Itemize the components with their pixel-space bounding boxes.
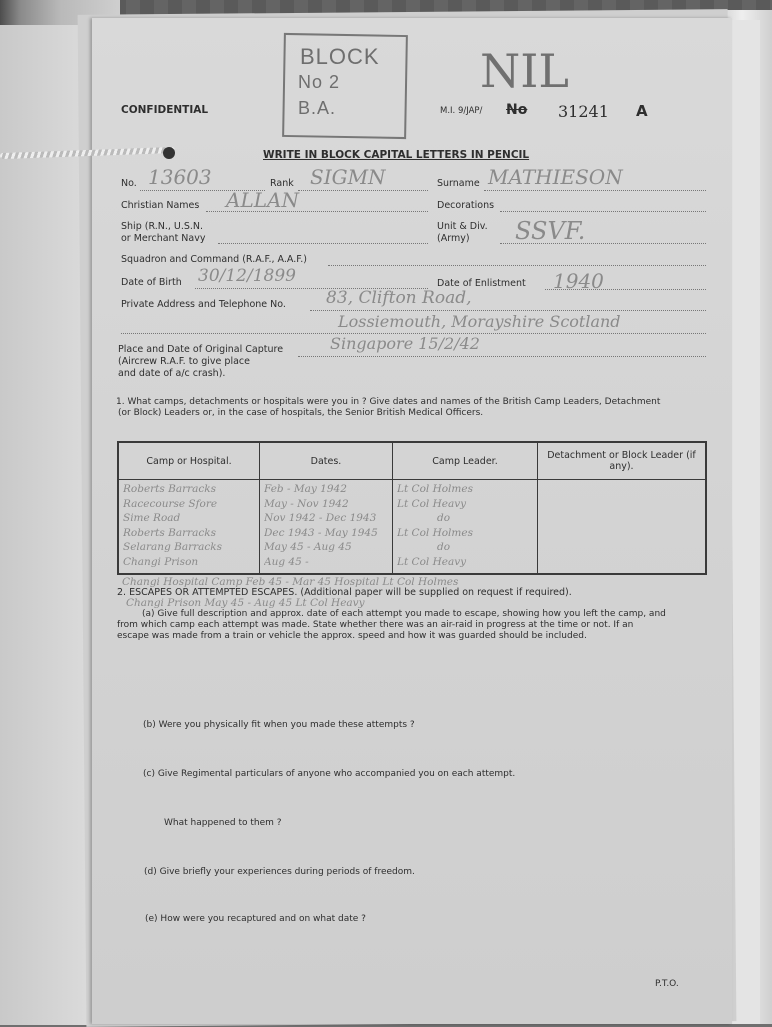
dates-column [260, 480, 393, 575]
question-2a-line-2: from which camp each attempt was made. State whether there was an air-raid in progress at the time or not. If an [117, 620, 634, 630]
camp-entry: Roberts Barracks [123, 483, 217, 495]
surname-line [484, 190, 706, 191]
camp-entry: Roberts Barracks [123, 526, 217, 539]
stamp-line-3: B.A. [298, 98, 337, 118]
squadron-line [328, 265, 706, 266]
address-line-1 [310, 310, 706, 311]
camps-column [118, 480, 260, 575]
question-2a-line-3: escape was made from a train or vehicle the approx. speed and how it was guarded should be included. [117, 631, 587, 641]
question-2a-line-1: (a) Give full description and approx. date of each attempt you made to escape, showing how you left the camp, and [142, 609, 666, 619]
dob-value: 30/12/1899 [198, 266, 296, 286]
address-label: Private Address and Telephone No. [121, 299, 286, 310]
reference-suffix: A [636, 102, 648, 120]
leader-entry: Lt Col Holmes [397, 483, 473, 495]
question-2b: (b) Were you physically fit when you made these attempts ? [143, 720, 415, 730]
decorations-label: Decorations [437, 200, 495, 211]
camp-entry: Sime Road [123, 512, 181, 524]
question-2-title: 2. ESCAPES OR ATTEMPTED ESCAPES. (Additional paper will be supplied on request if required). [117, 587, 572, 598]
question-1-line-2: (or Block) Leaders or, in the case of hospitals, the Senior British Medical Officers. [118, 408, 484, 418]
leader-entry: Lt Col Holmes [397, 526, 473, 539]
capture-label-2: (Aircrew R.A.F. to give place [118, 356, 250, 367]
capture-value: Singapore 15/2/42 [330, 334, 480, 353]
capture-label-1: Place and Date of Original Capture [118, 344, 284, 355]
dob-label: Date of Birth [121, 277, 182, 288]
date-entry: Nov 1942 - Dec 1943 [264, 512, 377, 524]
question-2d: (d) Give briefly your experiences during periods of freedom. [144, 867, 415, 877]
question-2c-followup: What happened to them ? [164, 818, 282, 828]
leader-entry: Lt Col Heavy [397, 497, 467, 510]
ship-line [218, 243, 428, 244]
rank-label: Rank [270, 178, 294, 189]
reference-no-label: No [506, 102, 528, 118]
ship-label-2: or Merchant Navy [121, 233, 206, 244]
pencil-instruction: WRITE IN BLOCK CAPITAL LETTERS IN PENCIL [263, 149, 530, 161]
overflow-row-2: Changi Prison May 45 - Aug 45 Lt Col Heavy [126, 597, 365, 609]
rank-value: SIGMN [310, 165, 386, 189]
surname-label: Surname [437, 178, 480, 189]
camp-entry: Selarang Barracks [123, 541, 223, 553]
detachment-column [538, 480, 707, 575]
date-entry: May - Nov 1942 [264, 497, 349, 510]
leader-entry: do [437, 541, 451, 553]
address-value-1: 83, Clifton Road, [326, 288, 472, 308]
binding-knot [163, 147, 175, 159]
unit-label-1: Unit & Div. [437, 221, 488, 232]
enlistment-value: 1940 [553, 269, 604, 293]
date-entry: May 45 - Aug 45 [264, 541, 352, 553]
date-entry: Feb - May 1942 [264, 483, 347, 495]
question-1-line-1: 1. What camps, detachments or hospitals were you in ? Give dates and names of the British Camp Leaders, Detachment [116, 397, 661, 407]
question-2c: (c) Give Regimental particulars of anyone who accompanied you on each attempt. [143, 769, 516, 779]
confidential-label: CONFIDENTIAL [121, 104, 209, 116]
stamp-line-2: No 2 [298, 72, 341, 92]
camp-entry: Racecourse Sfore [123, 497, 218, 510]
no-value: 13603 [148, 165, 212, 189]
reference-number: 31241 [558, 102, 609, 121]
leader-entry: do [437, 512, 451, 524]
camp-entry: Changi Prison [123, 555, 199, 568]
unit-label-2: (Army) [437, 233, 470, 244]
ship-label-1: Ship (R.N., U.S.N. [121, 221, 204, 232]
capture-label-3: and date of a/c crash). [118, 368, 226, 379]
stamp-line-1: BLOCK [300, 44, 380, 69]
squadron-label: Squadron and Command (R.A.F., A.A.F.) [121, 254, 307, 265]
decorations-line [500, 211, 706, 212]
overflow-row-1: Changi Hospital Camp Feb 45 - Mar 45 Hospital Lt Col Holmes [122, 576, 459, 588]
header-detachment-leader: Detachment or Block Leader (if any). [538, 442, 707, 480]
address-value-2: Lossiemouth, Morayshire Scotland [338, 312, 621, 331]
nil-annotation: NIL [480, 44, 569, 98]
surname-value: MATHIESON [488, 165, 623, 189]
christian-names-value: ALLAN [226, 188, 299, 212]
header-camp: Camp or Hospital. [118, 442, 260, 480]
unit-value: SSVF. [515, 217, 586, 245]
question-2e: (e) How were you recaptured and on what date ? [145, 914, 366, 924]
reference-prefix: M.I. 9/JAP/ [440, 106, 483, 116]
header-camp-leader: Camp Leader. [393, 442, 538, 480]
header-dates: Dates. [260, 442, 393, 480]
leader-entry: Lt Col Heavy [397, 555, 467, 568]
enlistment-label: Date of Enlistment [437, 278, 526, 289]
camps-table [117, 441, 707, 575]
date-entry: Dec 1943 - May 1945 [264, 526, 378, 539]
pto-label: P.T.O. [655, 979, 679, 989]
date-entry: Aug 45 - [264, 555, 309, 568]
capture-line [298, 356, 706, 357]
christian-names-label: Christian Names [121, 200, 200, 211]
leaders-column [393, 480, 538, 575]
rank-line [298, 190, 428, 191]
no-label: No. [121, 178, 137, 189]
